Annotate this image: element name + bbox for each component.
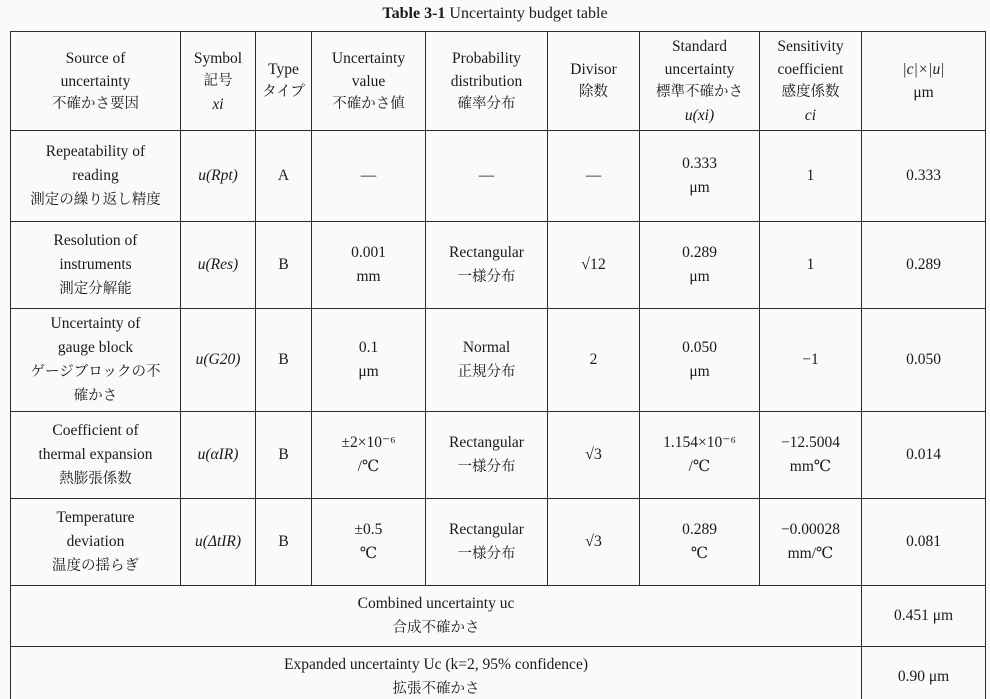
header-symbol: Symbol 記号 xi bbox=[181, 32, 256, 131]
cell-source: Coefficient of thermal expansion 熱膨張係数 bbox=[11, 412, 181, 499]
cell-value: ±0.5 ℃ bbox=[312, 499, 426, 586]
header-row bbox=[11, 32, 986, 131]
header-divisor: Divisor 除数 bbox=[548, 32, 640, 131]
cell-source: Resolution of instruments 測定分解能 bbox=[11, 222, 181, 309]
expanded-label-cell bbox=[11, 647, 862, 699]
cell-type: B bbox=[256, 499, 312, 586]
combined-label-cell bbox=[11, 586, 862, 647]
cell-type: B bbox=[256, 309, 312, 412]
cell-product: 0.333 bbox=[862, 131, 986, 222]
cell-symbol: u(Res) bbox=[181, 222, 256, 309]
cell-value: — bbox=[312, 131, 426, 222]
cell-symbol: u(αIR) bbox=[181, 412, 256, 499]
cell-distribution: Rectangular 一様分布 bbox=[426, 222, 548, 309]
table-row bbox=[11, 222, 986, 309]
table-row bbox=[11, 499, 986, 586]
caption-number: Table 3-1 bbox=[382, 5, 446, 22]
cell-symbol: u(ΔtIR) bbox=[181, 499, 256, 586]
combined-uncertainty-row bbox=[11, 586, 986, 647]
table-row bbox=[11, 412, 986, 499]
cell-divisor: 2 bbox=[548, 309, 640, 412]
cell-standard: 0.289 μm bbox=[640, 222, 760, 309]
header-probability-distribution: Probability distribution 確率分布 bbox=[426, 32, 548, 131]
cell-divisor: √12 bbox=[548, 222, 640, 309]
cell-source: Repeatability of reading 測定の繰り返し精度 bbox=[11, 131, 181, 222]
cell-sensitivity: −12.5004 mm℃ bbox=[760, 412, 862, 499]
cell-source: Temperature deviation 温度の揺らぎ bbox=[11, 499, 181, 586]
cell-standard: 0.289 ℃ bbox=[640, 499, 760, 586]
combined-label: Combined uncertainty uc bbox=[357, 595, 515, 612]
cell-product: 0.289 bbox=[862, 222, 986, 309]
cell-sensitivity: −1 bbox=[760, 309, 862, 412]
cell-symbol: u(G20) bbox=[181, 309, 256, 412]
cell-standard: 0.050 μm bbox=[640, 309, 760, 412]
cell-value: 0.001 mm bbox=[312, 222, 426, 309]
cell-standard: 1.154×10⁻⁶ /℃ bbox=[640, 412, 760, 499]
header-product: |c|×|u| μm bbox=[862, 32, 986, 131]
cell-distribution: Normal 正規分布 bbox=[426, 309, 548, 412]
cell-sensitivity: 1 bbox=[760, 131, 862, 222]
cell-value: ±2×10⁻⁶ /℃ bbox=[312, 412, 426, 499]
cell-symbol: u(Rpt) bbox=[181, 131, 256, 222]
cell-divisor: — bbox=[548, 131, 640, 222]
combined-value: 0.451 μm bbox=[862, 586, 986, 647]
expanded-uncertainty-row bbox=[11, 647, 986, 699]
expanded-value: 0.90 μm bbox=[862, 647, 986, 699]
caption-title: Uncertainty budget table bbox=[449, 5, 608, 22]
cell-divisor: √3 bbox=[548, 499, 640, 586]
cell-product: 0.081 bbox=[862, 499, 986, 586]
combined-label-ja: 合成不確かさ bbox=[392, 620, 480, 636]
table-caption bbox=[0, 3, 990, 25]
cell-sensitivity: −0.00028 mm/℃ bbox=[760, 499, 862, 586]
cell-source: Uncertainty of gauge block ゲージブロックの不 確かさ bbox=[11, 309, 181, 412]
header-standard-uncertainty: Standard uncertainty 標準不確かさ u(xi) bbox=[640, 32, 760, 131]
cell-type: B bbox=[256, 412, 312, 499]
cell-standard: 0.333 μm bbox=[640, 131, 760, 222]
cell-distribution: Rectangular 一様分布 bbox=[426, 499, 548, 586]
cell-distribution: — bbox=[426, 131, 548, 222]
cell-sensitivity: 1 bbox=[760, 222, 862, 309]
uncertainty-budget-table bbox=[10, 31, 986, 699]
cell-divisor: √3 bbox=[548, 412, 640, 499]
table-row bbox=[11, 131, 986, 222]
table-row bbox=[11, 309, 986, 412]
cell-product: 0.050 bbox=[862, 309, 986, 412]
cell-value: 0.1 μm bbox=[312, 309, 426, 412]
header-source: Source of uncertainty 不確かさ要因 bbox=[11, 32, 181, 131]
header-type: Type タイプ bbox=[256, 32, 312, 131]
expanded-label: Expanded uncertainty Uc (k=2, 95% confidence) bbox=[284, 656, 588, 673]
header-sensitivity-coefficient: Sensitivity coefficient 感度係数 ci bbox=[760, 32, 862, 131]
expanded-label-ja: 拡張不確かさ bbox=[392, 681, 480, 697]
cell-type: B bbox=[256, 222, 312, 309]
cell-product: 0.014 bbox=[862, 412, 986, 499]
cell-distribution: Rectangular 一様分布 bbox=[426, 412, 548, 499]
cell-type: A bbox=[256, 131, 312, 222]
header-uncertainty-value: Uncertainty value 不確かさ値 bbox=[312, 32, 426, 131]
